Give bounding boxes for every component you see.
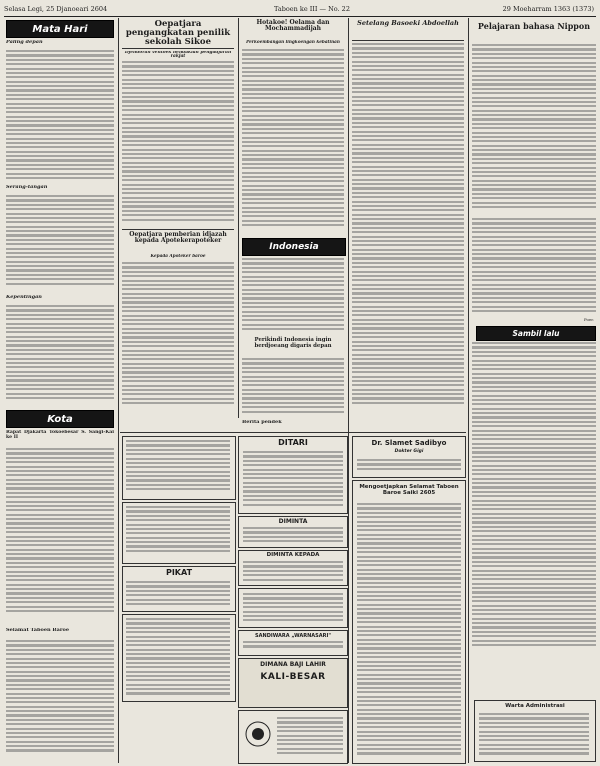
masthead-hijri: 29 Moeharram 1363 (1373) [502,5,594,13]
kali-besar-title: KALI-BESAR [260,672,326,682]
indonesia-section-banner [242,238,346,256]
mata-hari-section-banner [6,20,114,38]
mata-hari-label: Mata Hari [32,23,88,35]
col5-article-body [472,342,596,652]
col4-article-body [352,43,464,418]
diminta-title: DIMINTA [278,518,308,525]
ad-box [122,614,236,702]
column-rule [348,18,349,763]
column-rule [468,18,469,763]
kota-section-banner [6,410,114,428]
diminta-body [243,527,343,545]
doctor-ad [352,436,466,478]
col2-subhead-apoteker: Kepada Apoteker baroe [150,254,206,258]
ditari-ad [238,436,348,514]
headline-rule [122,48,234,49]
pikat-title: PIKAT [165,568,193,577]
col1-rapat-heading: Rapat Djakarta Tokoebesar S. Sangi-Kai ke II [6,430,114,441]
circle-emblem-icon [243,719,273,749]
col3-subhead: Perkoembangan lingkoengan kebatinan [246,40,340,44]
ditari-title: DITARI [278,438,308,447]
ad-box [122,502,236,564]
doctor-name: Dr. Slamet Sadibyo [371,439,447,447]
warta-administrasi-title: Warta Administrasi [505,703,565,709]
col1-article-body [6,305,114,405]
masthead-date: Selasa Legi, 25 Djanoeari 2604 [4,5,108,13]
diminta-kepada-ad [238,550,348,586]
ad-box [238,710,348,764]
col1-article-body [6,448,114,618]
selamat-listing [357,503,461,759]
col1-heading: Paling depan [6,40,43,45]
indonesia-label: Indonesia [269,242,319,252]
sambil-lalu-label: Sambil lalu [512,329,560,338]
col5-signature: Poer. [583,318,594,322]
selamat-tahoen-baroe-ad [352,480,466,764]
col3-headline: Hotakoe! Oelama dan Mochammadijah [256,19,330,33]
column-rule [238,18,239,418]
masthead [4,2,596,17]
selamat-title: Mengoetjapkan Selamat Taboen Baroe Saiki 2605 [359,484,459,496]
diminta-kepada-body [243,561,343,583]
kota-label: Kota [47,413,73,425]
col2-article-body [122,262,234,412]
col3-berita-pendek: Berita pendek [242,420,282,425]
ad-body [126,618,230,698]
ad-body [126,440,230,494]
col1-article-body [6,50,114,180]
col1-subheading: Kepentingan [6,295,42,300]
col5-article-body [472,44,596,214]
sandiwara-body [243,641,343,653]
col3-article-body [242,358,344,418]
ad-box [238,588,348,628]
warta-body [479,713,589,757]
col3-article-body [242,49,344,234]
dimana-baji-lahir-ad [238,658,348,708]
diminta-ad [238,516,348,548]
col4-headline: Setelang Basoeki Abdoellah [357,19,459,27]
col3-headline-perikindi: Perikindi Indonesia ingin berdjoeang digaris depan [254,337,332,349]
diminta-kepada-title: DIMINTA KEPADA [266,552,320,558]
col1-article-body [6,640,114,760]
doctor-body [357,459,461,473]
col5-article-body [472,218,596,316]
col2-headline: Oepatjara pengangkatan penilik sekolah Sikoe [125,19,231,47]
col2-article-body [122,61,234,226]
doctor-subtitle: Dokter Gigi [394,449,424,454]
headline-rule [352,40,464,41]
ad-body [243,593,343,623]
ad-body [277,717,343,759]
col2-subhead: Djendoran ventoek hendaklah pengadjaran rakjat [124,51,232,59]
pikat-body [126,581,230,609]
ad-body [126,506,230,558]
sandiwara-title: SANDIWARA „WARNASARI" [255,633,331,639]
col1-subheading: Serang-tangan [6,185,48,190]
col5-headline: Pelajaran bahasa Nippon [477,21,591,31]
col2-headline-apoteker: Oepatjara pemberian idjazah kepada Apotekerapoteker [129,231,227,245]
ad-section-rule [120,432,466,433]
col1-article-body [6,195,114,290]
pikat-ad [122,566,236,612]
dimana-title: DIMANA BAJI LAHIR [260,661,326,668]
ditari-body [243,451,343,509]
column-rule [118,18,119,763]
warta-administrasi-box [474,700,596,762]
sambil-lalu-banner [476,326,596,341]
masthead-issue: Taboen ke III — No. 22 [274,5,350,13]
sandiwara-ad [238,630,348,656]
ad-box [122,436,236,500]
col1-selamat-heading: Selamat Taboen Baroe [6,628,69,633]
indonesia-article-body [242,258,344,333]
section-rule [122,229,234,230]
